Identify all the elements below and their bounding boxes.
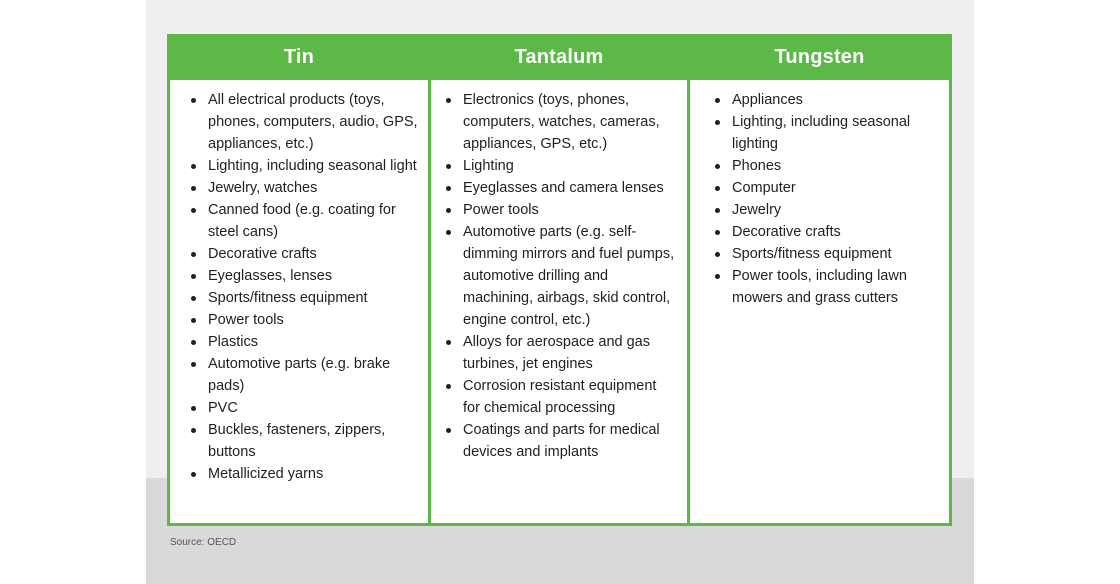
list-item: Automotive parts (e.g. brake pads) — [188, 353, 418, 397]
list-item: Lighting, including seasonal light — [188, 155, 418, 177]
list-item: Lighting — [443, 155, 677, 177]
list-item: Sports/fitness equipment — [712, 243, 939, 265]
list-item: Electronics (toys, phones, computers, watches, cameras, appliances, GPS, etc.) — [443, 89, 677, 155]
column-header-tantalum: Tantalum — [514, 45, 604, 68]
list-item: All electrical products (toys, phones, computers, audio, GPS, appliances, etc.) — [188, 89, 418, 155]
list-item: Alloys for aerospace and gas turbines, jet engines — [443, 331, 677, 375]
list-item: Buckles, fasteners, zippers, buttons — [188, 419, 418, 463]
column-body-tungsten — [690, 80, 949, 523]
list-item: Canned food (e.g. coating for steel cans) — [188, 199, 418, 243]
list-item: Jewelry, watches — [188, 177, 418, 199]
list-item: Power tools — [443, 199, 677, 221]
list-item: Eyeglasses, lenses — [188, 265, 418, 287]
list-item: Jewelry — [712, 199, 939, 221]
list-item: Plastics — [188, 331, 418, 353]
column-tin — [170, 34, 428, 526]
list-item: Power tools, including lawn mowers and grass cutters — [712, 265, 939, 309]
list-item: Appliances — [712, 89, 939, 111]
column-tantalum — [431, 34, 687, 526]
list-item: Power tools — [188, 309, 418, 331]
source-note: Source: OECD — [170, 537, 237, 548]
column-tungsten — [690, 34, 949, 526]
list-item: Metallicized yarns — [188, 463, 418, 485]
list-item: Corrosion resistant equipment for chemical processing — [443, 375, 677, 419]
list-item: Lighting, including seasonal lighting — [712, 111, 939, 155]
list-item: PVC — [188, 397, 418, 419]
list-tungsten — [712, 89, 939, 309]
column-body-tin — [170, 80, 428, 523]
list-item: Decorative crafts — [188, 243, 418, 265]
column-header-tungsten: Tungsten — [774, 45, 865, 68]
column-body-tantalum — [431, 80, 687, 523]
list-tantalum — [443, 89, 677, 463]
list-tin — [188, 89, 418, 485]
list-item: Sports/fitness equipment — [188, 287, 418, 309]
list-item: Automotive parts (e.g. self-dimming mirrors and fuel pumps, automotive drilling and machining, airbags, skid control, engine control, etc.) — [443, 221, 677, 331]
column-header-tin: Tin — [283, 45, 315, 68]
list-item: Computer — [712, 177, 939, 199]
list-item: Phones — [712, 155, 939, 177]
list-item: Eyeglasses and camera lenses — [443, 177, 677, 199]
list-item: Coatings and parts for medical devices and implants — [443, 419, 677, 463]
minerals-uses-table — [167, 34, 952, 526]
list-item: Decorative crafts — [712, 221, 939, 243]
